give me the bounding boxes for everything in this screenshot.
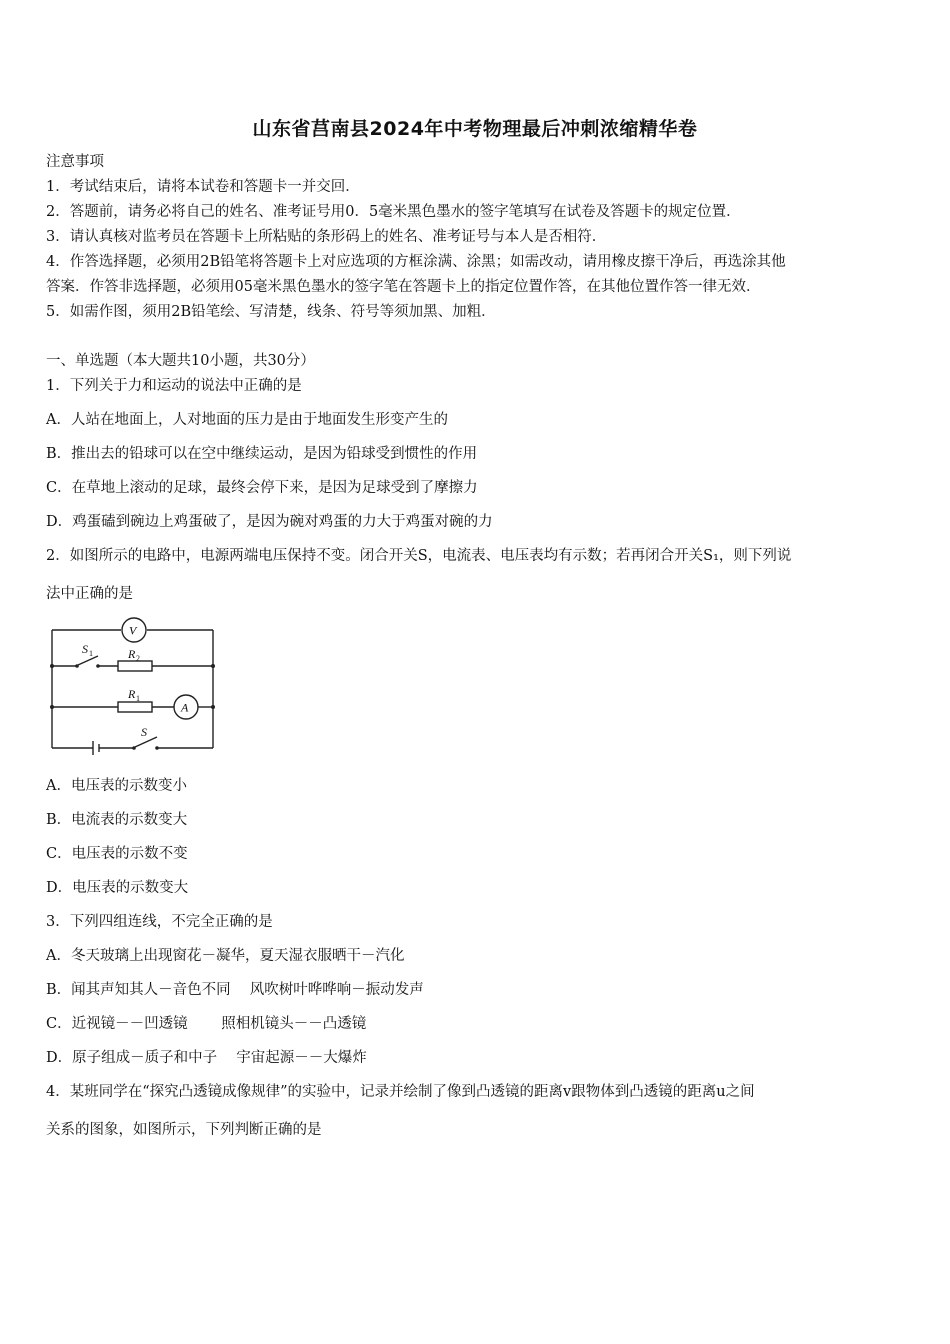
resistor-r2-label: R xyxy=(128,647,136,661)
question-2-option: B．电流表的示数变大 xyxy=(46,812,188,828)
question-3-option: A．冬天玻璃上出现窗花－凝华，夏天湿衣服晒干－汽化 xyxy=(46,948,405,964)
question-2-option: C．电压表的示数不变 xyxy=(46,846,188,862)
voltmeter-label: V xyxy=(129,623,137,638)
notice-heading: 注意事项 xyxy=(46,154,104,170)
notice-item: 4．作答选择题，必须用2B铅笔将答题卡上对应选项的方框涂满、涂黑；如需改动，请用橡皮擦干净后，再选涂其他 xyxy=(46,254,786,270)
notice-item: 1．考试结束后，请将本试卷和答题卡一并交回． xyxy=(46,179,360,195)
switch-s-label: S xyxy=(141,725,147,739)
resistor-r2-sub: 2 xyxy=(136,654,140,663)
resistor-r1-label: R xyxy=(128,687,136,701)
notice-item: 2．答题前，请务必将自己的姓名、准考证号用0．5毫米黑色墨水的签字笔填写在试卷及答题卡的规定位置． xyxy=(46,204,741,220)
question-4-stem-cont: 关系的图象，如图所示，下列判断正确的是 xyxy=(46,1122,322,1138)
page-title: 山东省莒南县2024年中考物理最后冲刺浓缩精华卷 xyxy=(252,118,698,140)
question-3-option: B．闻其声知其人－音色不同 风吹树叶哗哗响－振动发声 xyxy=(46,982,424,998)
question-2-option: A．电压表的示数变小 xyxy=(46,778,187,794)
question-3-option: C．近视镜－－凹透镜 照相机镜头－－凸透镜 xyxy=(46,1016,367,1032)
switch-s1-sub: 1 xyxy=(89,649,93,658)
resistor-r1-sub: 1 xyxy=(136,694,140,703)
question-1-option: B．推出去的铅球可以在空中继续运动，是因为铅球受到惯性的作用 xyxy=(46,446,478,462)
notice-item: 3．请认真核对监考员在答题卡上所粘贴的条形码上的姓名、准考证号与本人是否相符． xyxy=(46,229,607,245)
circuit-diagram xyxy=(46,616,221,758)
notice-item: 答案．作答非选择题，必须用05毫米黑色墨水的签字笔在答题卡上的指定位置作答，在其他位置作答一律无效． xyxy=(46,279,761,295)
question-2-stem-cont: 法中正确的是 xyxy=(46,586,133,602)
question-1-option: C．在草地上滚动的足球，最终会停下来，是因为足球受到了摩擦力 xyxy=(46,480,478,496)
question-1-option: D．鸡蛋磕到碗边上鸡蛋破了，是因为碗对鸡蛋的力大于鸡蛋对碗的力 xyxy=(46,514,493,530)
question-1-option: A．人站在地面上，人对地面的压力是由于地面发生形变产生的 xyxy=(46,412,448,428)
question-2-stem: 2．如图所示的电路中，电源两端电压保持不变。闭合开关S，电流表、电压表均有示数；若再闭合开关S₁，则下列说 xyxy=(46,548,792,564)
ammeter-label: A xyxy=(181,700,189,715)
question-1-stem: 1．下列关于力和运动的说法中正确的是 xyxy=(46,378,302,394)
notice-item: 5．如需作图，须用2B铅笔绘、写清楚，线条、符号等须加黑、加粗． xyxy=(46,304,496,320)
question-2-option: D．电压表的示数变大 xyxy=(46,880,189,896)
section-heading: 一、单选题（本大题共10小题，共30分） xyxy=(46,353,315,369)
switch-s1-label: S xyxy=(82,642,88,656)
question-3-stem: 3．下列四组连线，不完全正确的是 xyxy=(46,914,273,930)
question-3-option: D．原子组成－质子和中子 宇宙起源－－大爆炸 xyxy=(46,1050,367,1066)
question-4-stem: 4．某班同学在“探究凸透镜成像规律”的实验中，记录并绘制了像到凸透镜的距离v跟物体到凸透镜的距离u之间 xyxy=(46,1084,755,1100)
